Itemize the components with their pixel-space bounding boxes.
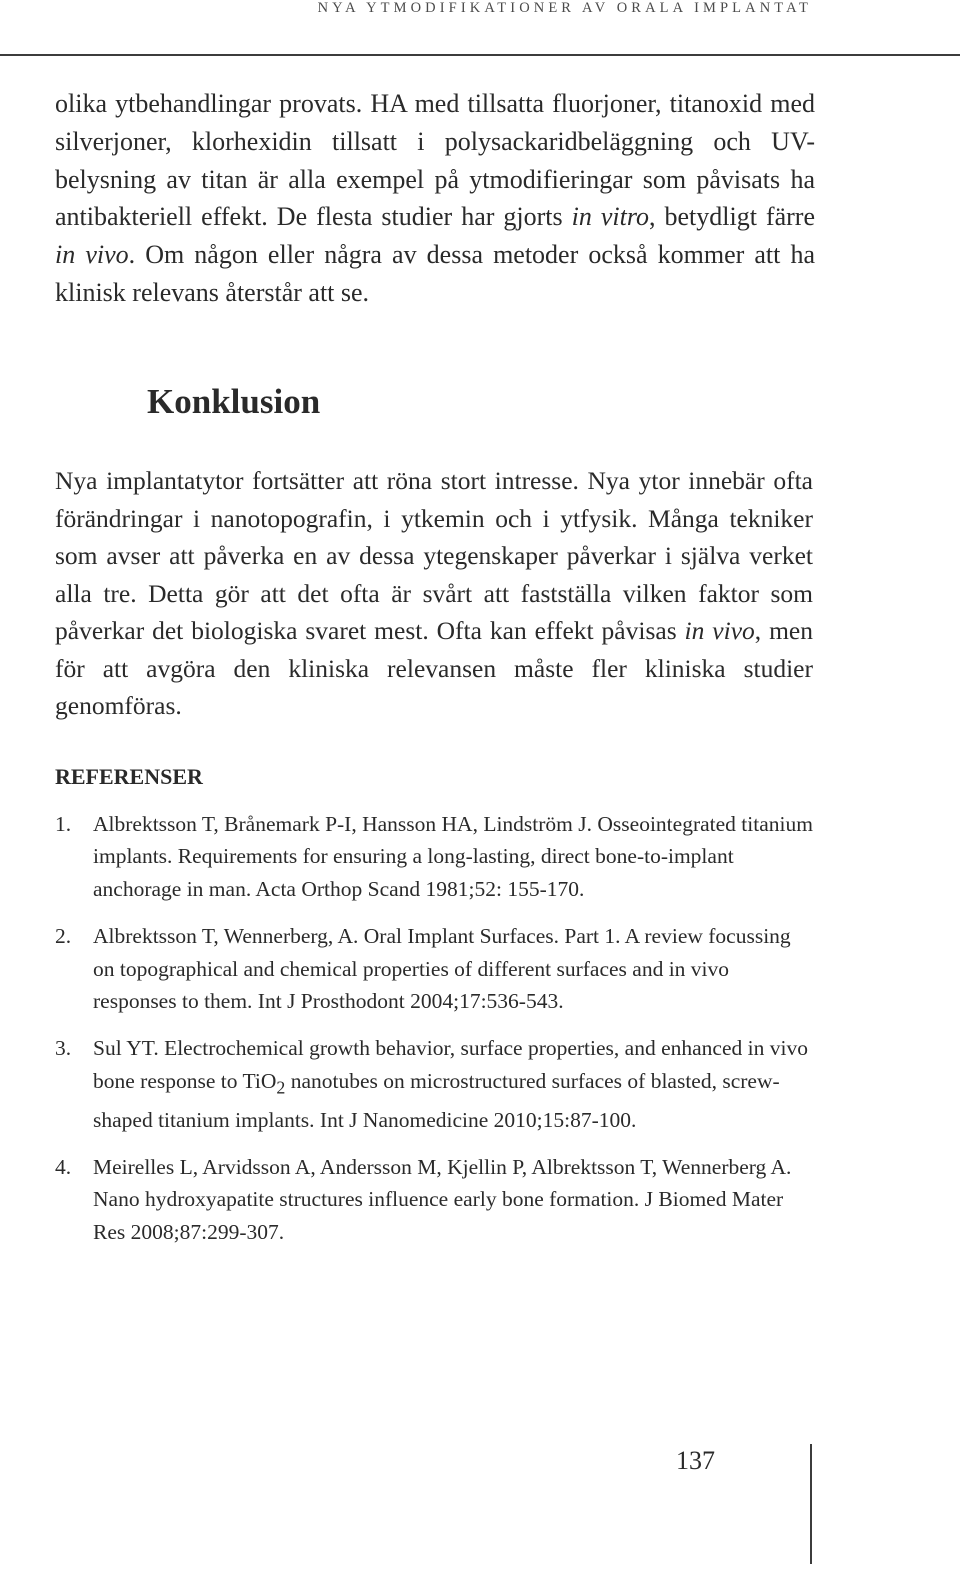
reference-list (55, 808, 813, 1263)
intro-italic-in-vitro: in vitro (571, 202, 649, 232)
intro-text-1: olika ytbehandlingar provats. HA med tillsatta fluorjoner, titanoxid med silverjoner, klorhexidin tillsatt i polysackaridbeläggning och UV-belysning av titan är alla exempel på ytmodifieringar som påvisats ha antibakteriell effekt. De flesta studier har gjorts (55, 89, 815, 232)
conclusion-heading: Konklusion (147, 382, 321, 421)
conclusion-text-2: , men för att avgöra den kliniska relevansen måste fler kliniska studier genomföras. (55, 616, 813, 720)
reference-item-4 (55, 1151, 813, 1248)
reference-text-before-subscript: Sul YT. Electrochemical growth behavior, surface properties, and enhanced in vivo bone response to TiO (93, 1036, 808, 1093)
reference-number: 3. (55, 1036, 72, 1061)
intro-text-2: , betydligt färre (649, 202, 815, 232)
conclusion-text-1: Nya implantatytor fortsätter att röna stort intresse. Nya ytor innebär ofta förändringar i nanotopografin, i ytkemin och i ytfysik. Många tekniker som avser att påverka en av dessa ytegenskaper påverkar i själva verket alla tre. Detta gör att det ofta är svårt att fastställa vilken faktor som påverkar det biologiska svaret mest. Ofta kan effekt påvisas (55, 466, 813, 645)
reference-text: Albrektsson T, Brånemark P-I, Hansson HA, Lindström J. Osseointegrated titanium implants. Requirements for ensuring a long-lasting, direct bone-to-implant anchorage in man. Acta Orthop Scand 1981;52: 155-170. (93, 812, 813, 901)
intro-italic-in-vivo: in vivo (55, 240, 129, 270)
conclusion-paragraph (55, 462, 813, 725)
header-rule (0, 54, 960, 56)
reference-item-3 (55, 1032, 813, 1136)
reference-item-1 (55, 808, 813, 905)
running-head-title: NYA YTMODIFIKATIONER AV ORALA IMPLANTAT (317, 0, 812, 16)
reference-text: Albrektsson T, Wennerberg, A. Oral Implant Surfaces. Part 1. A review focussing on topographical and chemical properties of different surfaces and in vivo responses to them. Int J Prosthodont 2004;17:536-543. (93, 924, 791, 1014)
subscript-2: 2 (276, 1077, 286, 1098)
reference-text (93, 1032, 813, 1136)
reference-item-2 (55, 920, 813, 1017)
intro-paragraph (55, 85, 815, 312)
page-number: 137 (676, 1446, 715, 1475)
reference-text-after-subscript: nanotubes on microstructured surfaces of blasted, screw-shaped titanium implants. Int J Nanomedicine 2010;15:87-100. (93, 1068, 780, 1132)
references-heading: REFERENSER (55, 764, 203, 789)
reference-number: 4. (55, 1154, 72, 1179)
intro-text-3: . Om någon eller några av dessa metoder också kommer att ha klinisk relevans återstår att se. (55, 240, 815, 307)
page-number-rule (810, 1444, 812, 1564)
conclusion-italic-in-vivo: in vivo (684, 616, 755, 645)
reference-number: 1. (55, 812, 72, 836)
reference-text: Meirelles L, Arvidsson A, Andersson M, Kjellin P, Albrektsson T, Wennerberg A. Nano hydroxyapatite structures influence early bone formation. J Biomed Mater Res 2008;87:299-307. (93, 1154, 792, 1244)
reference-number: 2. (55, 924, 72, 949)
